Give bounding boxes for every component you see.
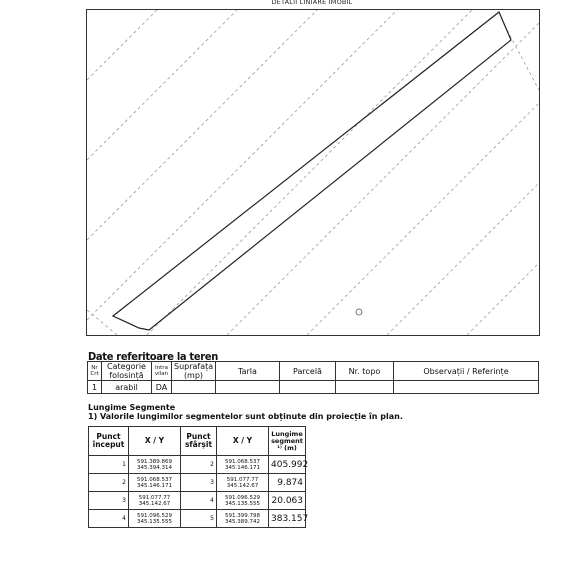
col-observatii: Observații / Referințe bbox=[394, 362, 539, 381]
segments-heading bbox=[88, 403, 403, 421]
land-table-header bbox=[88, 362, 539, 381]
col-suprafata: Suprafața (mp) bbox=[172, 362, 216, 381]
cell-start: 2 bbox=[89, 474, 129, 492]
cell-length: 405.992 bbox=[269, 456, 306, 474]
cell-categorie: arabil bbox=[102, 381, 152, 394]
col-xy-start: X / Y bbox=[129, 427, 181, 456]
cell-end: 3 bbox=[181, 474, 217, 492]
table-row bbox=[88, 381, 539, 394]
page-title: DETALII LINIARE IMOBIL bbox=[271, 0, 353, 6]
cell-length: 20.063 bbox=[269, 492, 306, 510]
table-row bbox=[89, 456, 306, 474]
cell-end: 2 bbox=[181, 456, 217, 474]
cell-tarla bbox=[216, 381, 280, 394]
col-end-point: Punct sfârșit bbox=[181, 427, 217, 456]
cell-intravilan: DA bbox=[152, 381, 172, 394]
col-intravilan: Intra vilan bbox=[152, 362, 172, 381]
cell-xy-end: 591.096.529 345.135.555 bbox=[217, 492, 269, 510]
land-data-table bbox=[87, 361, 539, 394]
col-categorie: Categorie folosință bbox=[102, 362, 152, 381]
col-xy-end: X / Y bbox=[217, 427, 269, 456]
cell-length: 9.874 bbox=[269, 474, 306, 492]
cell-start: 3 bbox=[89, 492, 129, 510]
table-row bbox=[89, 492, 306, 510]
segments-note: 1) Valorile lungimilor segmentelor sunt obținute din proiecție în plan. bbox=[88, 412, 403, 421]
cell-xy-start: 591.389.869 345.394.314 bbox=[129, 456, 181, 474]
cell-start: 1 bbox=[89, 456, 129, 474]
cell-observatii bbox=[394, 381, 539, 394]
cell-xy-start: 591.068.537 345.146.171 bbox=[129, 474, 181, 492]
marker-circle bbox=[356, 309, 362, 315]
parcel-outline bbox=[113, 12, 511, 330]
cell-xy-end: 591.068.537 345.146.171 bbox=[217, 456, 269, 474]
segments-table bbox=[88, 426, 309, 528]
cell-nr-topo bbox=[336, 381, 394, 394]
cell-xy-end: 591.077.77 345.142.67 bbox=[217, 474, 269, 492]
table-row bbox=[89, 474, 306, 492]
parcel-plan-svg bbox=[87, 10, 539, 335]
segments-title: Lungime Segmente bbox=[88, 403, 176, 412]
col-nr-crt: Nr Crt bbox=[88, 362, 102, 381]
cell-xy-end: 591.399.798 345.389.742 bbox=[217, 510, 269, 528]
cell-nr-crt: 1 bbox=[88, 381, 102, 394]
cell-end: 4 bbox=[181, 492, 217, 510]
cell-start: 4 bbox=[89, 510, 129, 528]
table-row bbox=[89, 510, 306, 528]
plan-drawing bbox=[86, 9, 540, 336]
col-nr-topo: Nr. topo bbox=[336, 362, 394, 381]
cell-length: 383.157 bbox=[269, 510, 306, 528]
cell-suprafata bbox=[172, 381, 216, 394]
cell-xy-start: 591.077.77 345.142.67 bbox=[129, 492, 181, 510]
col-length: Lungime segment ¹⁾ (m) bbox=[269, 427, 306, 456]
hatch-lines bbox=[87, 10, 539, 335]
cell-xy-start: 591.096.529 345.135.555 bbox=[129, 510, 181, 528]
cell-end: 5 bbox=[181, 510, 217, 528]
col-parcela: Parcelă bbox=[280, 362, 336, 381]
cell-parcela bbox=[280, 381, 336, 394]
col-start-point: Punct început bbox=[89, 427, 129, 456]
col-tarla: Tarla bbox=[216, 362, 280, 381]
land-data-title: Date referitoare la teren bbox=[88, 350, 219, 363]
segments-header bbox=[89, 427, 306, 456]
